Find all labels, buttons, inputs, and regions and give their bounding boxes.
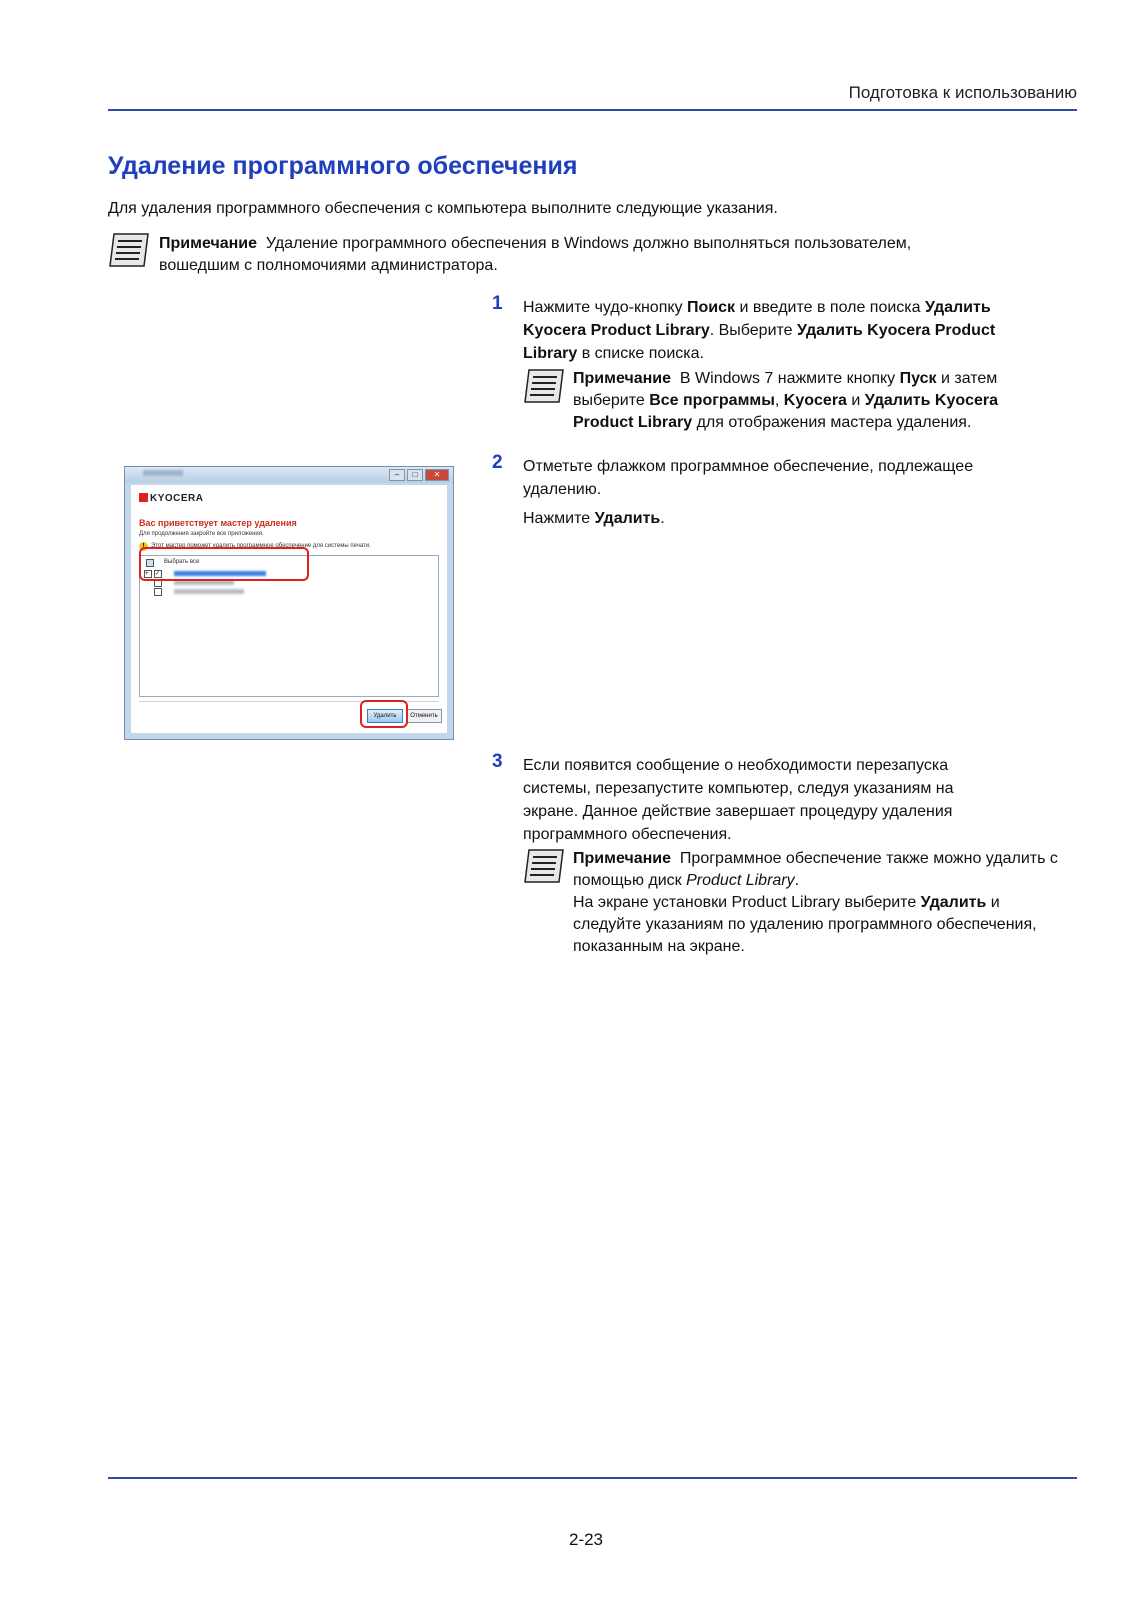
step-2-press-b: Удалить	[594, 510, 661, 527]
page-number: 2-23	[568, 1530, 604, 1549]
step-1-text-a: Нажмите чудо-кнопку	[523, 299, 687, 316]
warning-icon: !	[139, 542, 148, 551]
step-1-note-b: Пуск	[899, 370, 937, 387]
wizard-info: Этот мастер поможет удалить программное обеспечение для системы печати.	[151, 543, 371, 549]
step-2-press-c: .	[660, 510, 665, 527]
header-rule	[108, 109, 1077, 111]
step-1-text-g: в списке поиска.	[577, 345, 704, 362]
note-label: Примечание	[573, 850, 672, 867]
step-1-note-d: Все программы	[649, 392, 775, 409]
expand-icon[interactable]: +	[144, 570, 152, 578]
uninstall-wizard-screenshot	[124, 466, 454, 740]
item-text-blurred	[174, 589, 244, 594]
note-label: Примечание	[159, 235, 258, 252]
step-3-note	[573, 848, 1063, 958]
step-3-note-e: Удалить	[920, 894, 987, 911]
step-1-note-a: В Windows 7 нажмите кнопку	[679, 370, 900, 387]
step-1-note-f: Kyocera	[783, 392, 847, 409]
step-3-text: Если появится сообщение о необходимости перезапуска системы, перезапустите компьютер, следуя указаниям на экране. Данное действие завершает процедуру удаления программного обеспечения.	[523, 757, 954, 843]
step-1-text-b: Поиск	[686, 299, 735, 316]
page-title: Удаление программного обеспечения	[108, 152, 578, 180]
step-1-note	[573, 368, 1058, 434]
brand-text: KYOCERA	[150, 493, 204, 504]
step-2-press	[523, 507, 1048, 530]
step-number-2: 2	[492, 452, 503, 473]
note-main	[159, 233, 1039, 277]
kyocera-logo	[139, 493, 204, 504]
window-titlebar	[125, 467, 453, 483]
note-label: Примечание	[573, 370, 672, 387]
header-section-title: Подготовка к использованию	[848, 83, 1077, 102]
window-controls	[389, 469, 449, 481]
step-1-text	[523, 296, 1048, 365]
window-body	[131, 485, 447, 733]
delete-button[interactable]: Удалить	[367, 709, 403, 723]
delete-button-highlight	[360, 700, 408, 728]
step-1-note-g: и	[846, 392, 865, 409]
note-icon	[523, 368, 565, 404]
wizard-title: Вас приветствует мастер удаления	[139, 518, 297, 528]
step-2-text: Отметьте флажком программное обеспечение, подлежащее удалению.	[523, 458, 974, 498]
step-3-note-f: и следуйте указаниям по удалению программного обеспечения, показанным на экране.	[573, 894, 1037, 955]
wizard-subtitle: Для продолжения закройте все приложения.	[139, 531, 264, 537]
step-3-note-c: .	[794, 872, 800, 889]
intro-text: Для удаления программного обеспечения с компьютера выполните следующие указания.	[108, 200, 778, 217]
item-checkbox[interactable]: ✓	[155, 571, 161, 577]
kyocera-mark-icon	[139, 493, 148, 502]
minimize-icon[interactable]: –	[389, 469, 405, 481]
footer-rule	[108, 1477, 1077, 1479]
cancel-button[interactable]: Отменить	[406, 709, 442, 723]
step-2-press-a: Нажмите	[523, 510, 595, 527]
note-icon	[108, 232, 150, 268]
note-text-1: Удаление программного обеспечения в Windows должно выполняться пользователем,	[265, 235, 912, 252]
note-icon	[523, 848, 565, 884]
step-1-text-c: и введите в поле поиска	[735, 299, 925, 316]
selection-highlight	[139, 547, 309, 581]
close-icon[interactable]: ✕	[425, 469, 449, 481]
step-1-note-e: ,	[774, 392, 784, 409]
item-checkbox[interactable]	[154, 588, 162, 596]
step-number-3: 3	[492, 751, 503, 772]
step-3-note-d: На экране установки Product Library выберите	[573, 894, 921, 911]
note-text-2: вошедшим с полномочиями администратора.	[159, 257, 498, 274]
step-number-1: 1	[492, 293, 503, 314]
select-all-label: Выбрать все	[164, 559, 200, 565]
step-1-note-i: для отображения мастера удаления.	[692, 414, 972, 431]
step-1-text-e: . Выберите	[709, 322, 798, 339]
step-3-note-b: Product Library	[686, 872, 795, 889]
step-1-note-c: и затем выберите	[573, 370, 998, 409]
window-title-blurred	[143, 470, 183, 476]
step-1-text-d: Удалить Kyocera Product Library	[523, 299, 991, 339]
maximize-icon[interactable]: □	[407, 469, 423, 481]
step-1-text-f: Удалить Kyocera Product Library	[523, 322, 996, 362]
step-3-note-a: Программное обеспечение также можно удалить с помощью диск	[573, 850, 1058, 889]
step-1-note-h: Удалить Kyocera Product Library	[573, 392, 999, 431]
